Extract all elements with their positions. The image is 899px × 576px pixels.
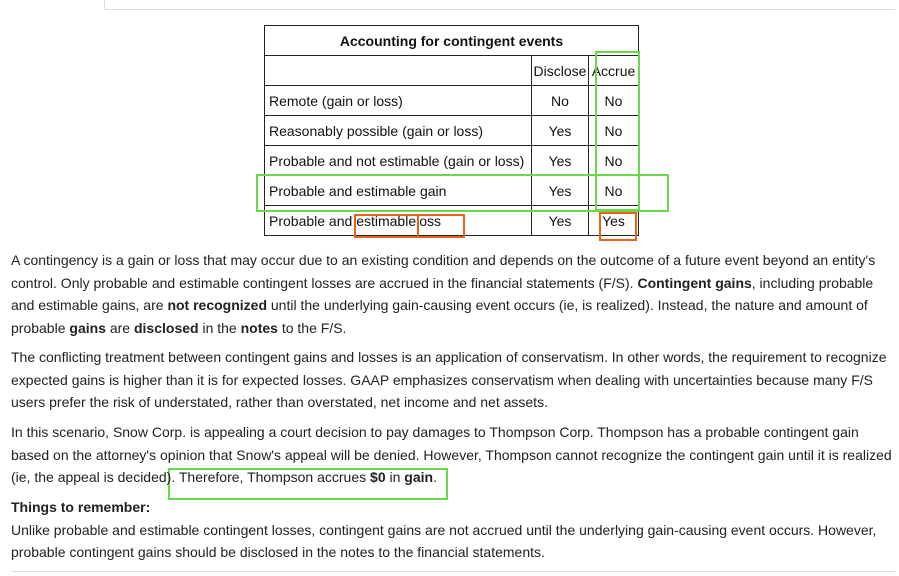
para3-text: In this scenario, Snow Corp. is appealing a court decision to pay damages to Thompson Corp. Thompson has a probable contingent gain based on the attorney's opinion that Snow's appeal will be denied. However, Thompson cannot recognize the contingent gain until it is realized (ie, the appeal is decided). Therefore, Thompson accrues: [11, 424, 892, 485]
para1-bold-gains: gains: [69, 319, 106, 336]
tab-strip: [0, 0, 895, 10]
para1-bold-not-recognized: not recognized: [167, 297, 267, 313]
para1-text: until the underlying gain-causing event occurs (ie, is realized). Instead, the nature and amount of probable: [11, 297, 868, 336]
column-header-accrue: Accrue: [589, 56, 639, 86]
row-label-prefix: Probable and: [269, 212, 357, 229]
para1-text: to the F/S.: [277, 319, 347, 336]
accrue-cell: No: [589, 86, 639, 116]
row-label: Remote (gain or loss): [265, 86, 532, 116]
row-label: Probable and estimable gain: [265, 176, 532, 206]
remember-body: Unlike probable and estimable contingent losses, contingent gains are not accrued until the underlying gain-causing event occurs. However, probable contingent gains should be disclosed in the notes to the financial statements.: [11, 521, 877, 560]
bottom-divider: [11, 571, 895, 572]
para2-text: The conflicting treatment between contingent gains and losses is an application of conservatism. In other words, the requirement to recognize expected gains is higher than it is for expected losses. GAAP emphasizes conservatism when dealing with uncertainties because many F/S users prefer the risk of understated, rather than overstated, net income and net assets.: [11, 349, 887, 410]
row-label-loss: loss: [416, 212, 442, 229]
disclose-cell: Yes: [532, 116, 589, 146]
para1-bold-contingent-gains: Contingent gains: [637, 274, 752, 291]
para3-text: in: [385, 469, 405, 485]
table-header-row: [265, 56, 639, 86]
disclose-cell: No: [532, 86, 589, 116]
para1-text: A contingency is a gain or loss that may occur due to an existing condition and depends on the outcome of a future event beyond an entity's control. Only probable and estimable contingent losses are accrued in the financial statements (F/S).: [11, 252, 876, 291]
explanation-paragraph-1: [11, 249, 895, 339]
explanation-paragraph-3: [11, 421, 895, 489]
para3-bold-amount: $0: [370, 469, 386, 485]
column-header-disclose: Disclose: [532, 56, 589, 86]
table-header-blank: [265, 56, 532, 86]
accrue-cell: Yes: [589, 206, 639, 236]
table-row: [265, 146, 639, 176]
row-label: Reasonably possible (gain or loss): [265, 116, 532, 146]
highlight-accrue-yes: [599, 212, 637, 241]
table-title: Accounting for contingent events: [265, 26, 639, 56]
highlight-loss: [417, 214, 465, 238]
tab-divider: [105, 9, 895, 10]
tab-edge: [0, 0, 105, 10]
para1-text: in the: [198, 319, 241, 336]
things-to-remember: [11, 496, 895, 564]
accrue-cell: No: [589, 116, 639, 146]
para3-text: .: [433, 469, 437, 485]
disclose-cell: Yes: [532, 176, 589, 206]
disclose-cell: Yes: [532, 206, 589, 236]
highlight-estimable: [354, 214, 419, 238]
accrue-cell: No: [589, 146, 639, 176]
remember-heading: Things to remember:: [11, 499, 151, 515]
highlight-probable-gain-row: [256, 174, 669, 212]
para3-bold-gain: gain: [404, 469, 434, 485]
para1-text: are: [105, 319, 134, 336]
table-row: [265, 116, 639, 146]
para1-bold-notes: notes: [240, 319, 278, 336]
para1-text: , including probable and estimable gains, are: [11, 274, 874, 313]
table-row: [265, 86, 639, 116]
para1-bold-disclosed: disclosed: [133, 319, 199, 336]
table-title-row: [265, 26, 639, 56]
accrue-cell: No: [589, 176, 639, 206]
disclose-cell: Yes: [532, 146, 589, 176]
explanation-paragraph-2: [11, 346, 895, 414]
row-label-estimable: estimable: [356, 212, 417, 229]
row-label: Probable and not estimable (gain or loss): [265, 146, 532, 176]
